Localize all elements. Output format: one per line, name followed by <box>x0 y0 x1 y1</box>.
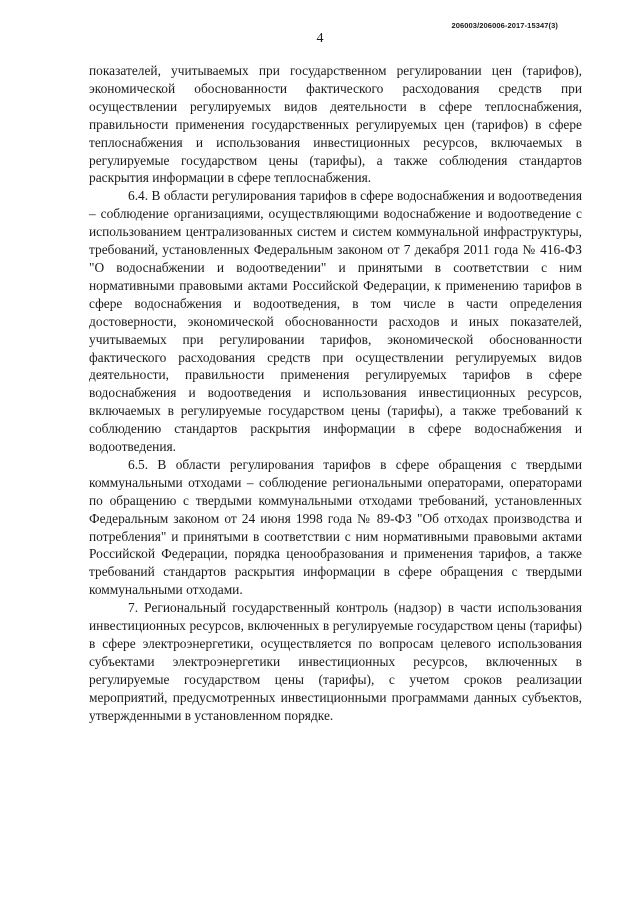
paragraph-6-4: 6.4. В области регулирования тарифов в сфере водоснабжения и водоотведения – соблюдение организациями, осуществляющими водоснабжение и водоотведение с использованием централизованных систем и систем коммунальной инфраструктуры, требований, установленных Федеральным законом от 7 декабря 2011 года № 416-ФЗ "О водоснабжении и водоотведении" и принятыми в соответствии с ним нормативными правовыми актами Российской Федерации, к применению тарифов в сфере водоснабжения и водоотведения, в том числе в части определения достоверности, экономической обоснованности расходов и иных показателей, учитываемых при регулировании тарифов, экономической обоснованности фактического расходования средств при осуществлении регулируемых видов деятельности, правильности применения регулируемых тарифов в сфере водоснабжения и водоотведения и использования инвестиционных ресурсов, включаемых в регулируемые государством цены (тарифы), а также требований к соблюдению стандартов раскрытия информации в сфере водоснабжения и водоотведения. <box>89 188 582 455</box>
page-number: 4 <box>316 31 324 46</box>
document-id: 206003/206006-2017-15347(3) <box>451 21 558 30</box>
paragraph-continuation: показателей, учитываемых при государственном регулировании цен (тарифов), экономической обоснованности фактического расходования средств при осуществлении регулируемых видов деятельности в сфере теплоснабжения, правильности применения государственных регулируемых цен (тарифов) в сфере теплоснабжения и использования инвестиционных ресурсов, включаемых в регулируемые государством цены (тарифы), а также соблюдения стандартов раскрытия информации в сфере теплоснабжения. <box>89 63 582 186</box>
document-body <box>89 62 582 725</box>
paragraph-6-5: 6.5. В области регулирования тарифов в сфере обращения с твердыми коммунальными отходами – соблюдение региональными операторами, операторами по обращению с твердыми коммунальными отходами требований, установленных Федеральным законом от 24 июня 1998 года № 89-ФЗ "Об отходах производства и потребления" и принятыми в соответствии с ним нормативными правовыми актами Российской Федерации, порядка ценообразования и применения тарифов, а также требований стандартов раскрытия информации в сфере обращения с твердыми коммунальными отходами. <box>89 456 582 598</box>
paragraph-7: 7. Региональный государственный контроль (надзор) в части использования инвестиционных ресурсов, включенных в регулируемые государством цены (тарифы) в сфере электроэнергетики, осуществляется по вопросам целевого использования субъектами электроэнергетики инвестиционных ресурсов, включенных в регулируемые государством цены (тарифы), с учетом сроков реализации мероприятий, предусмотренных инвестиционными программами данных субъектов, утвержденными в установленном порядке. <box>89 600 582 723</box>
